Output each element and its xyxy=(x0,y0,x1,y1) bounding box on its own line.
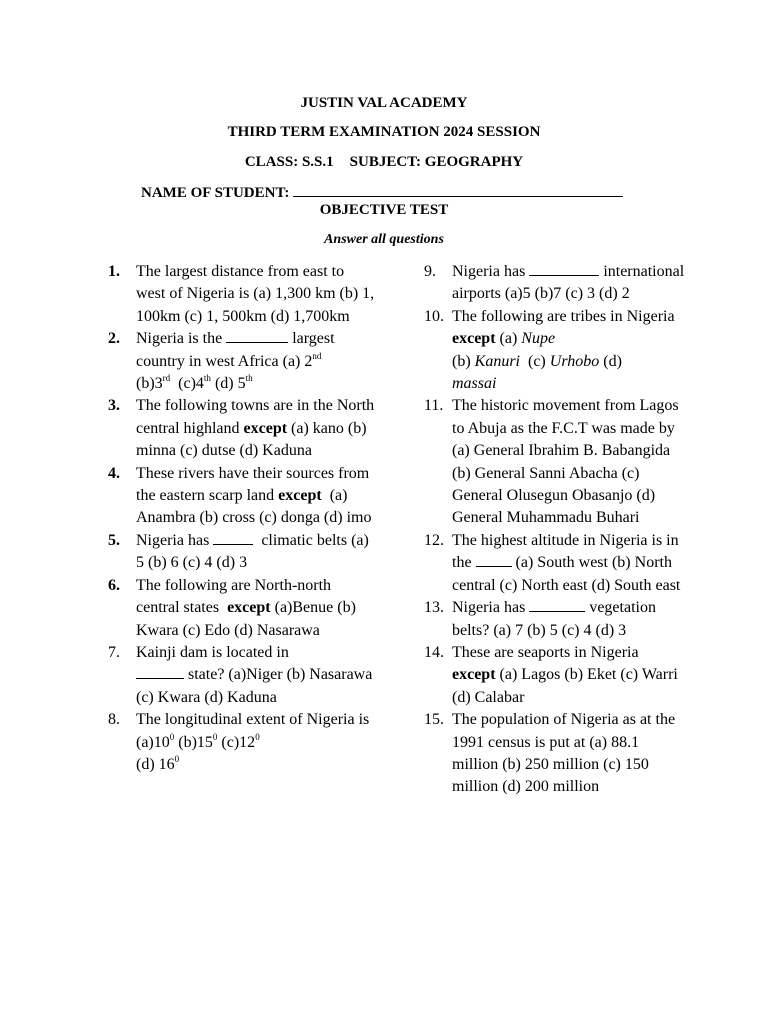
question-number: 2. xyxy=(108,330,120,348)
italic-option: Kanuri xyxy=(474,352,520,370)
text-part: Nigeria has xyxy=(136,531,210,549)
question-5 xyxy=(108,530,376,575)
question-text xyxy=(452,261,686,306)
question-number: 1. xyxy=(108,263,120,280)
text-part: (d) xyxy=(603,352,622,370)
question-text xyxy=(136,575,376,642)
question-text xyxy=(136,463,376,530)
question-text: The historic movement from Lagos to Abuja as the F.C.T was made by (a) General Ibrahim B. Babangida (b) General Sanni Abacha (c) General Olusegun Obasanjo (d) General Muhammadu Buhari xyxy=(452,397,679,527)
question-8 xyxy=(108,709,376,776)
question-text xyxy=(452,597,686,642)
question-text xyxy=(136,530,376,575)
answer-blank xyxy=(529,261,599,276)
question-text xyxy=(136,395,376,462)
question-number: 10. xyxy=(424,307,444,325)
class-label: CLASS: S.S.1 xyxy=(244,154,334,170)
answer-blank xyxy=(476,552,512,567)
superscript: rd xyxy=(162,373,171,384)
text-part: The following are North-north central states xyxy=(136,576,332,617)
text-part: state? (a)Niger (b) Nasarawa (c) Kwara (d) Kaduna xyxy=(136,666,373,706)
text-part: (c)4 xyxy=(178,375,204,393)
keyword-except: except xyxy=(227,599,271,617)
text-part: The following towns are in the North central highland xyxy=(136,397,375,437)
question-10 xyxy=(424,306,686,396)
question-3 xyxy=(108,395,376,462)
text-part: (a)Benue (b) Kwara (c) Edo (d) Nasarawa xyxy=(136,599,356,639)
text-part: Nigeria is the xyxy=(136,330,223,348)
question-number: 11. xyxy=(424,397,444,415)
question-number: 9. xyxy=(424,263,436,280)
text-part: The highest altitude in Nigeria is in the xyxy=(452,531,679,572)
text-part: Nigeria has xyxy=(452,263,526,280)
text-part: largest country in west Africa (a) 2 xyxy=(136,330,335,370)
question-12 xyxy=(424,530,686,597)
question-text: The population of Nigeria as at the 1991 census is put at (a) 88.1 million (b) 250 million (c) 150 million (d) 200 million xyxy=(452,711,676,796)
student-name-label: NAME OF STUDENT: xyxy=(141,185,290,201)
question-9 xyxy=(424,261,686,306)
text-part: (b)15 xyxy=(178,733,213,751)
class-subject-line xyxy=(0,153,768,171)
subject-label: SUBJECT: GEOGRAPHY xyxy=(349,154,524,170)
question-text xyxy=(136,328,376,395)
text-part: The following are tribes in Nigeria xyxy=(452,307,675,325)
question-2 xyxy=(108,328,376,395)
question-text xyxy=(452,306,686,396)
question-11 xyxy=(424,395,686,529)
question-15 xyxy=(424,709,686,799)
text-part: climatic belts (a) 5 (b) 6 (c) 4 (d) 3 xyxy=(136,531,369,572)
text-part: (b)3 xyxy=(136,375,163,393)
italic-option: Urhobo xyxy=(549,352,600,370)
question-4 xyxy=(108,463,376,530)
question-number: 5. xyxy=(108,531,120,549)
question-number: 14. xyxy=(424,643,444,661)
question-number: 12. xyxy=(424,531,444,549)
school-name: JUSTIN VAL ACADEMY xyxy=(300,95,468,111)
text-part: Kainji dam is located in xyxy=(136,643,289,661)
text-part: (d) 16 xyxy=(136,755,175,773)
question-number: 4. xyxy=(108,464,120,482)
question-text xyxy=(136,709,376,776)
question-number: 6. xyxy=(108,576,120,594)
answer-blank xyxy=(529,597,585,612)
text-part: vegetation belts? (a) 7 (b) 5 (c) 4 (d) 3 xyxy=(452,599,656,639)
text-part: (c) xyxy=(528,352,546,370)
question-number: 3. xyxy=(108,397,120,415)
question-13 xyxy=(424,597,686,642)
text-part: international airports (a)5 (b)7 (c) 3 (d) 2 xyxy=(452,263,685,303)
text-part: The longitudinal extent of Nigeria is (a)10 xyxy=(136,711,370,751)
superscript: 0 xyxy=(255,731,260,742)
questions-right-column xyxy=(424,261,686,799)
text-part: (d) 5 xyxy=(214,375,246,393)
text-part: (a) Anambra (b) cross (c) donga (d) imo xyxy=(136,487,372,527)
question-6 xyxy=(108,575,376,642)
text-part: Nigeria has xyxy=(452,599,526,617)
question-number: 8. xyxy=(108,711,120,729)
superscript: 0 xyxy=(169,731,175,742)
question-text xyxy=(452,642,686,709)
student-name-line xyxy=(141,181,623,202)
superscript: nd xyxy=(312,350,322,361)
text-part: (c)12 xyxy=(221,733,256,751)
text-part: (a) Lagos (b) Eket (c) Warri (d) Calabar xyxy=(452,666,678,706)
answer-blank xyxy=(213,530,253,545)
text-part: (b) xyxy=(452,352,471,370)
student-name-blank[interactable] xyxy=(293,181,623,197)
answer-blank xyxy=(226,328,288,343)
answer-blank xyxy=(136,664,184,679)
question-number: 15. xyxy=(424,711,444,729)
question-number: 7. xyxy=(108,643,120,661)
question-14 xyxy=(424,642,686,709)
section-title: OBJECTIVE TEST xyxy=(319,202,449,218)
question-1 xyxy=(108,261,376,328)
superscript: 0 xyxy=(212,731,218,742)
superscript: th xyxy=(245,373,253,384)
keyword-except: except xyxy=(243,419,288,437)
question-number: 13. xyxy=(424,599,444,617)
text-part: (a) xyxy=(499,330,518,348)
keyword-except: except xyxy=(452,666,496,684)
exam-title: THIRD TERM EXAMINATION 2024 SESSION xyxy=(227,124,541,140)
keyword-except: except xyxy=(452,330,496,348)
text-part: These rivers have their sources from the eastern scarp land xyxy=(136,464,370,505)
instruction: Answer all questions xyxy=(324,232,444,247)
text-part: These are seaports in Nigeria xyxy=(452,643,639,661)
superscript: 0 xyxy=(174,753,180,764)
question-text: The largest distance from east to west of Nigeria is (a) 1,300 km (b) 1, 100km (c) 1, 500km (d) 1,700km xyxy=(136,263,375,325)
superscript: th xyxy=(203,373,211,384)
text-part: (a) South west (b) North central (c) North east (d) South east xyxy=(452,554,681,594)
question-7 xyxy=(108,642,376,709)
text-part: (a) kano (b) minna (c) dutse (d) Kaduna xyxy=(136,419,367,460)
question-text xyxy=(136,642,376,709)
italic-option: Nupe xyxy=(521,330,556,348)
questions-left-column xyxy=(108,261,376,776)
keyword-except: except xyxy=(278,487,322,505)
italic-option: massai xyxy=(452,375,497,393)
question-text xyxy=(452,530,686,597)
